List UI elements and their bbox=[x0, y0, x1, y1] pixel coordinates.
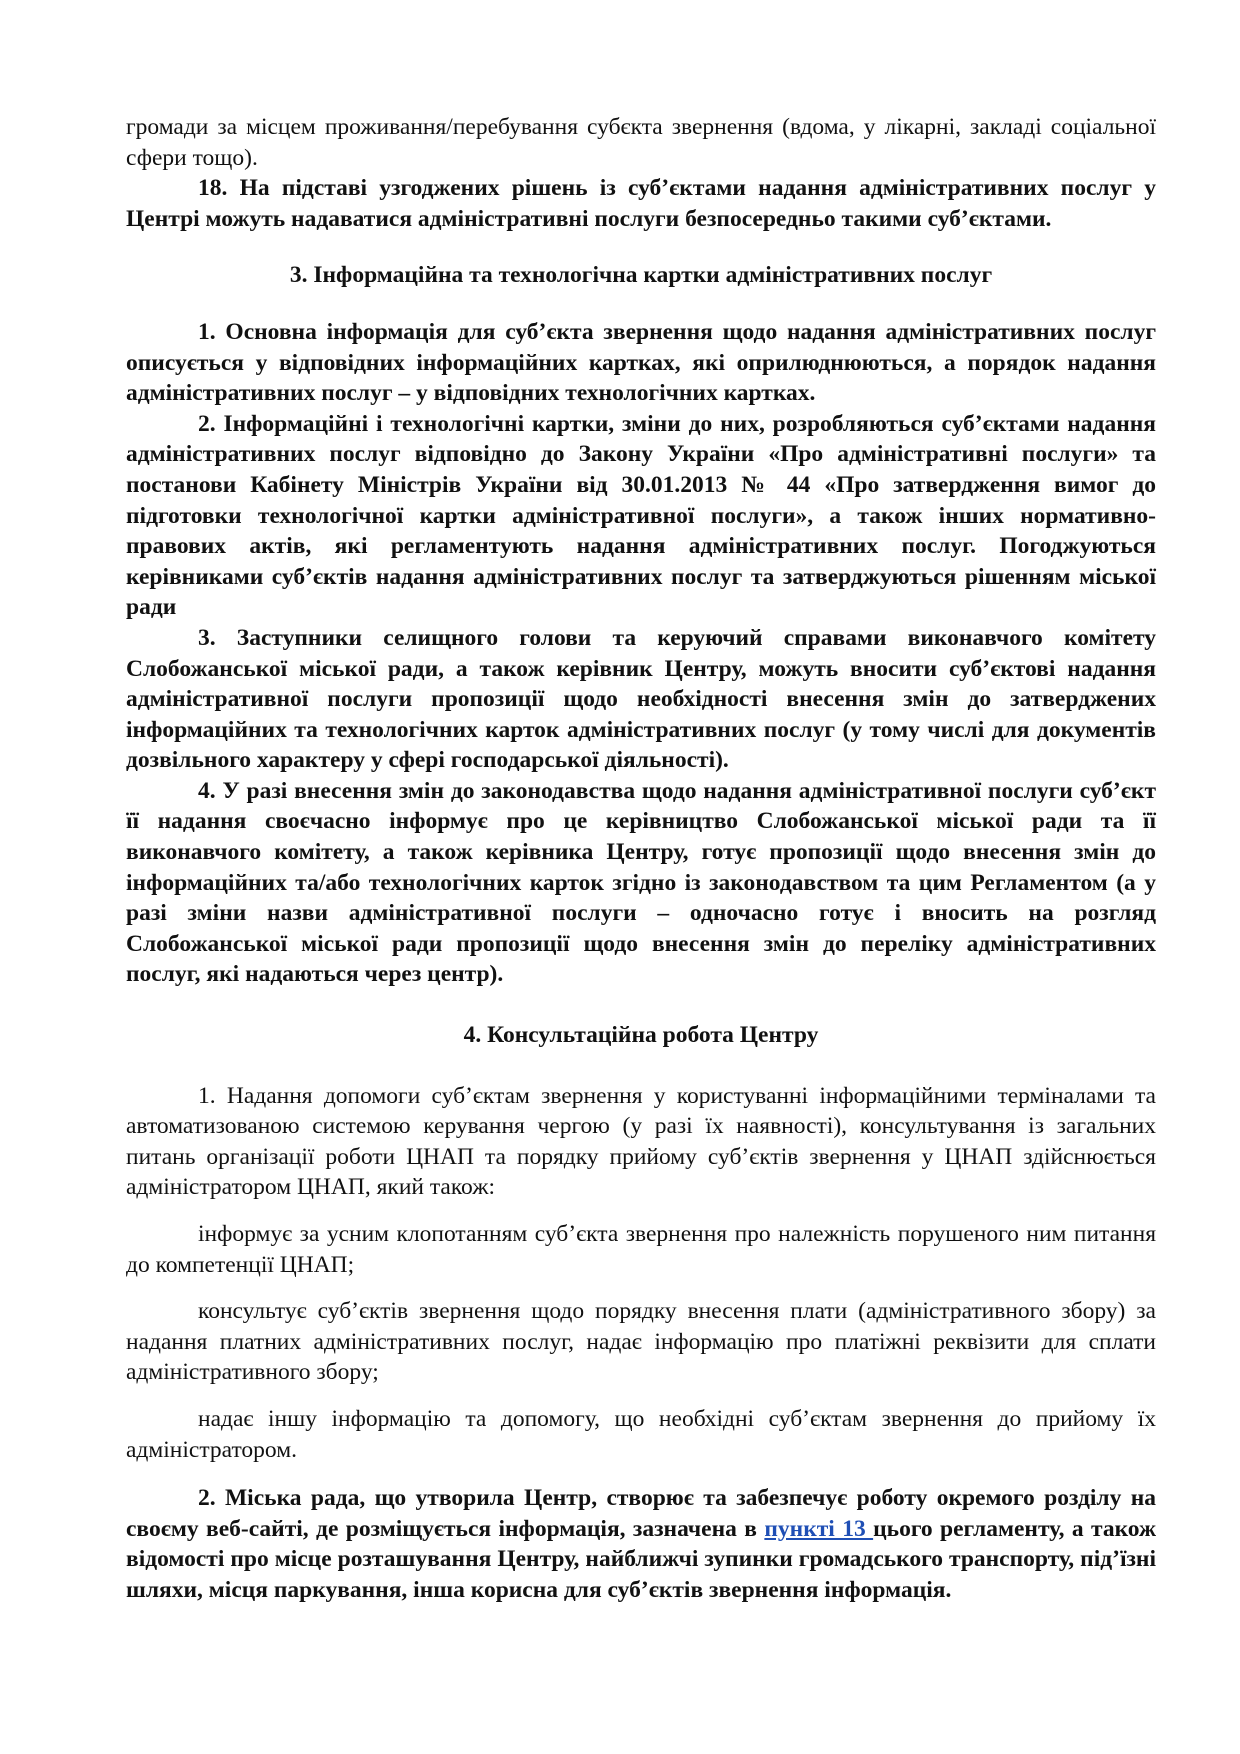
paragraph-2-text-start: 2. Міська рада, що утворила Центр, створює та забезпечує роботу окремого розділу на своєму веб-сайті, де розміщується інформація, зазначена в bbox=[126, 1485, 1156, 1542]
point-13-link[interactable]: пункті 13 bbox=[764, 1515, 874, 1542]
section-4-list-item-1: інформує за усним клопотанням суб’єкта звернення про належність порушеного ним питання до компетенції ЦНАП; bbox=[126, 1221, 1156, 1278]
continued-paragraph: громади за місцем проживання/перебування субєкта звернення (вдома, у лікарні, закладі соціальної сфери тощо). bbox=[126, 114, 1156, 171]
section-4-list-item-2: консультує суб’єктів звернення щодо порядку внесення плати (адміністративного збору) за надання платних адміністративних послуг, надає інформацію про платіжні реквізити для сплати адміністративного збору; bbox=[126, 1298, 1156, 1386]
section-4-list-item-3: надає іншу інформацію та допомогу, що необхідні суб’єктам звернення до прийому їх адміністратором. bbox=[126, 1405, 1156, 1463]
section-3-paragraph-1: 1. Основна інформація для суб’єкта звернення щодо надання адміністративних послуг описується у відповідних інформаційних картках, які оприлюднюються, а порядок надання адміністративних послуг – у відповідних технологічних картках. bbox=[126, 318, 1156, 407]
section-4-paragraph-1: 1. Надання допомоги суб’єктам звернення у користуванні інформаційними терміналами та автоматизованою системою керування чергою (у разі їх наявності), консультування із загальних питань організації роботи ЦНАП та порядку прийому суб’єктів звернення у ЦНАП здійснюється адміністратором ЦНАП, який також: bbox=[126, 1082, 1156, 1201]
section-4-paragraph-2 bbox=[126, 1483, 1156, 1605]
section-3-paragraph-4: 4. У разі внесення змін до законодавства щодо надання адміністративної послуги суб’єкт її надання своєчасно інформує про це керівництво Слобожанської міської ради та її виконавчого комітету, а також керівника Центру, готує пропозиції щодо внесення змін до інформаційних та/або технологічних карток згідно із законодавством та цим Регламентом (а у разі зміни назви адміністративної послуги – одночасно готує і вносить на розгляд Слобожанської міської ради пропозиції щодо внесення змін до переліку адміністративних послуг, які надаються через центр). bbox=[126, 777, 1156, 988]
section-3-paragraph-2: 2. Інформаційні і технологічні картки, зміни до них, розробляються суб’єктами надання адміністративних послуг відповідно до Закону України «Про адміністративні послуги» та постанови Кабінету Міністрів України від 30.01.2013 № 44 «Про затвердження вимог до підготовки технологічної картки адміністративної послуги», а також інших нормативно-правових актів, які регламентують надання адміністративних послуг. Погоджуються керівниками суб’єктів надання адміністративних послуг та затверджуються рішенням міської ради bbox=[126, 410, 1156, 621]
paragraph-2-text-end: цього регламенту, а також відомості про місце розташування Центру, найближчі зупинки громадського транспорту, під’їзні шляхи, місця паркування, інша корисна для суб’єктів звернення інформація. bbox=[126, 1515, 1156, 1603]
paragraph-18: 18. На підставі узгоджених рішень із суб’єктами надання адміністративних послуг у Центрі можуть надаватися адміністративні послуги безпосередньо такими суб’єктами. bbox=[126, 175, 1156, 232]
section-3-paragraph-3: 3. Заступники селищного голови та керуючий справами виконавчого комітету Слобожанської міської ради, а також керівник Центру, можуть вносити суб’єктові надання адміністративної послуги пропозиції щодо необхідності внесення змін до затверджених інформаційних та технологічних карток адміністративних послуг (у тому числі для документів дозвільного характеру у сфері господарської діяльності). bbox=[126, 624, 1156, 774]
section-3-heading: 3. Інформаційна та технологічна картки адміністративних послуг bbox=[289, 262, 993, 289]
section-4-heading: 4. Консультаційна робота Центру bbox=[463, 1022, 819, 1049]
